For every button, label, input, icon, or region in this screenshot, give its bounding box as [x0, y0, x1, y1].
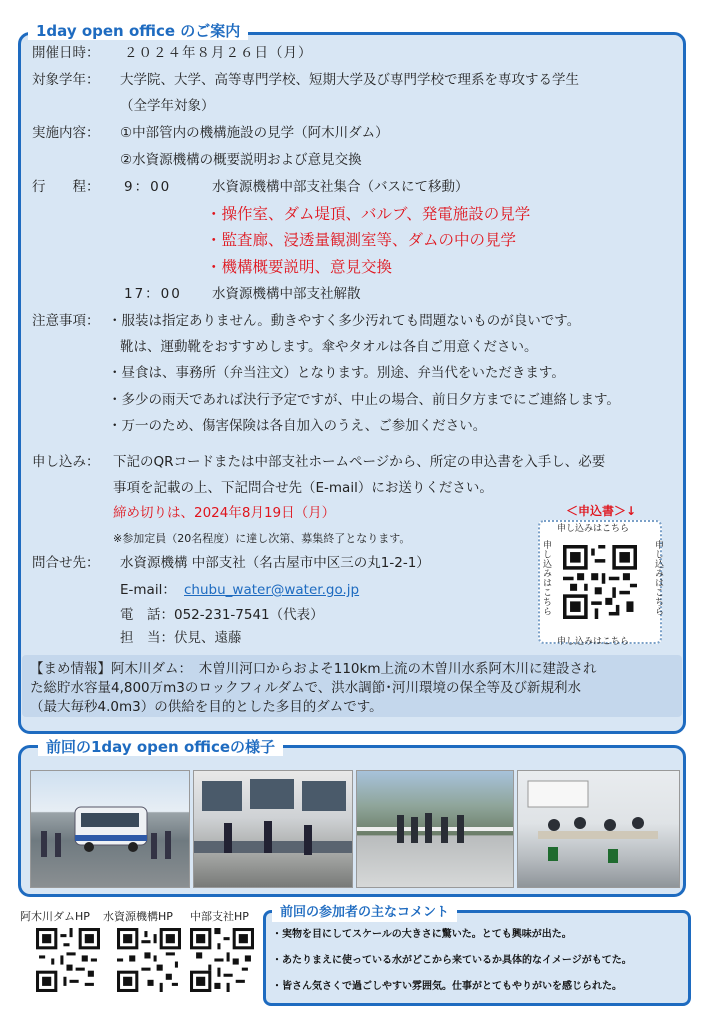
dam-crest-illustration [357, 771, 514, 888]
bus-illustration [31, 771, 190, 888]
qr-caption-left: 申し込みはこちら [541, 540, 551, 616]
chubu-hp-qr[interactable] [190, 928, 254, 992]
photo-dam-crest [356, 770, 514, 888]
contact-person: 担 当：伏見、遠藤 [120, 630, 242, 646]
form-label: ＜申込書＞↓ [566, 504, 637, 518]
control-room-illustration [194, 771, 353, 888]
agigawa-hp-qr[interactable] [36, 928, 100, 992]
qr-code-icon [36, 928, 100, 992]
qr-code-icon [563, 545, 637, 619]
info-panel-title: 1day open office のご案内 [28, 22, 248, 40]
note-item-3: ・多少の雨天であれば決行予定ですが、中止の場合、前日夕方までにご連絡します。 [108, 392, 620, 408]
apply-text-2: 事項を記載の上、下記問合せ先（E-mail）にお送りください。 [113, 480, 493, 496]
qr-code-icon [117, 928, 181, 992]
application-qr-code[interactable] [563, 545, 637, 619]
target-label: 対象学年： [32, 72, 100, 88]
hp-label-water-agency: 水資源機構HP [103, 910, 173, 923]
trivia-line-3: （最大毎秒4.0m3）の供給を目的とした多目的ダムです。 [30, 699, 383, 715]
comments-title: 前回の参加者の主なコメント [272, 904, 457, 922]
photo-control-room [193, 770, 353, 888]
target-value: 大学院、大学、高等専門学校、短期大学及び専門学校で理系を専攻する学生 [120, 72, 579, 88]
meeting-room-illustration [518, 771, 680, 888]
contact-org: 水資源機構 中部支社（名古屋市中区三の丸1-2-1） [120, 555, 430, 571]
note-item-2: ・昼食は、事務所（弁当注文）となります。別途、弁当代をいただきます。 [108, 365, 565, 381]
contact-phone: 電 話：052-231-7541（代表） [120, 607, 324, 623]
schedule-item-3: ・機構概要説明、意見交換 [206, 258, 393, 276]
schedule-start-text: 水資源機構中部支社集合（バスにて移動） [212, 179, 469, 195]
content-label: 実施内容： [32, 125, 100, 141]
note-item-1-cont: 靴は、運動靴をおすすめします。傘やタオルは各自ご用意ください。 [120, 339, 538, 355]
water-agency-hp-qr[interactable] [117, 928, 181, 992]
apply-text-1: 下記のQRコードまたは中部支社ホームページから、所定の申込書を入手し、必要 [113, 454, 606, 470]
deadline: 締め切りは、2024年8月19日（月） [113, 505, 336, 521]
comment-1: ・実物を目にしてスケールの大きさに驚いた。とても興味が出た。 [272, 929, 572, 940]
photo-bus-arrival [30, 770, 190, 888]
content-item-2: ②水資源機構の概要説明および意見交換 [120, 152, 362, 168]
qr-caption-right: 申し込みはこちら [653, 540, 663, 616]
trivia-line-2: た総貯水容量4,800万m3のロックフィルダムで、洪水調節･河川環境の保全等及び新規利水 [30, 680, 581, 696]
schedule-item-2: ・監査廊、浸透量観測室等、ダムの中の見学 [206, 231, 517, 249]
target-value-note: （全学年対象） [120, 98, 215, 114]
schedule-item-1: ・操作室、ダム堤頂、バルブ、発電施設の見学 [206, 205, 531, 223]
previous-event-title: 前回の1day open officeの様子 [38, 738, 283, 756]
dates-label: 開催日時： [32, 45, 100, 61]
hp-label-agigawa: 阿木川ダムHP [20, 910, 90, 923]
content-item-1: ①中部管内の機構施設の見学（阿木川ダム） [120, 125, 389, 141]
qr-caption-top: 申し込みはこちら [557, 524, 630, 534]
schedule-end-text: 水資源機構中部支社解散 [212, 286, 361, 302]
hp-label-chubu: 中部支社HP [190, 910, 249, 923]
schedule-start-time: 9：00 [124, 179, 172, 195]
comment-2: ・あたりまえに使っている水がどこから来ているか具体的なイメージがもてた。 [272, 955, 632, 966]
contact-label: 問合せ先： [32, 555, 100, 571]
note-item-1: ・服装は指定ありません。動きやすく多少汚れても問題ないものが良いです。 [108, 313, 581, 329]
dates-value: ２０２４年８月２６日（月） [124, 45, 313, 61]
qr-caption-bottom: 申し込みはこちら [557, 637, 630, 647]
schedule-end-time: 17：00 [124, 286, 182, 302]
comment-3: ・皆さん気さくで過ごしやすい雰囲気。仕事がとてもやりがいを感じられた。 [272, 981, 622, 992]
capacity-note: ※参加定員（20名程度）に達し次第、募集終了となります。 [113, 532, 411, 545]
email-link[interactable]: chubu_water@water.go.jp [184, 582, 360, 598]
photo-meeting-room [517, 770, 680, 888]
qr-code-icon [190, 928, 254, 992]
trivia-line-1: 【まめ情報】阿木川ダム： 木曽川河口からおよそ110km上流の木曽川水系阿木川に建設され [30, 661, 597, 677]
apply-label: 申し込み： [32, 454, 100, 470]
note-item-4: ・万一のため、傷害保険は各自加入のうえ、ご参加ください。 [108, 418, 487, 434]
schedule-label: 行 程： [32, 179, 100, 195]
email-label: E-mail： [120, 582, 176, 598]
notes-label: 注意事項： [32, 313, 100, 329]
